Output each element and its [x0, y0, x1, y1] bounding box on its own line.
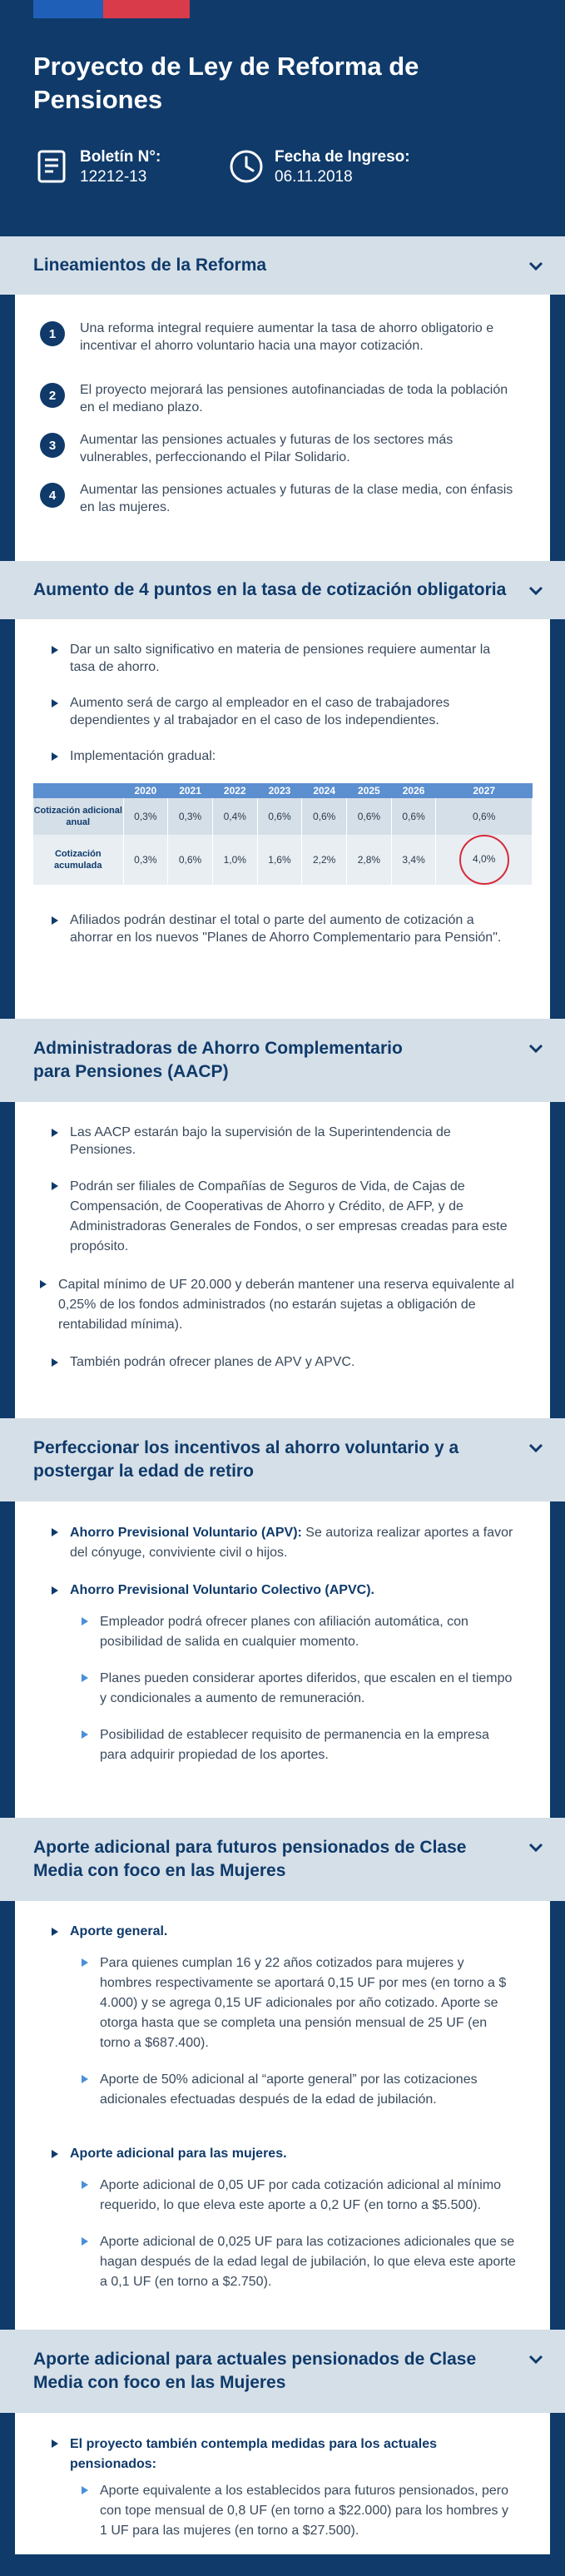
section-body-aacp	[15, 1102, 550, 1418]
bullet-icon	[52, 1586, 58, 1595]
clock-icon	[228, 148, 265, 185]
list-item-text: También podrán ofrecer planes de APV y APVC.	[70, 1355, 355, 1369]
fecha-info	[228, 148, 423, 188]
year-header: 2027	[436, 783, 533, 798]
list-item	[40, 1275, 517, 1335]
list-item	[70, 2176, 517, 2216]
table-row	[33, 835, 533, 885]
year-header: 2022	[212, 783, 257, 798]
table-cell: 0,3%	[123, 798, 168, 835]
list-item-text: Dar un salto significativo en materia de pensiones requiere aumentar la tasa de ahorro.	[70, 643, 491, 674]
list-item-text: Aumento será de cargo al empleador en el caso de trabajadores dependientes y al trabajador en el caso de los independientes.	[70, 696, 450, 727]
list-item	[40, 1523, 517, 1563]
bullet-icon	[52, 1182, 58, 1190]
row-label: Cotización acumulada	[33, 835, 123, 885]
chevron-down-icon[interactable]	[527, 1438, 545, 1457]
bullet-icon	[82, 1617, 88, 1626]
list-item	[40, 1124, 517, 1159]
list-item-text: Aumentar las pensiones actuales y futuras de los sectores más vulnerables, perfeccionando el Pilar Solidario.	[80, 433, 453, 464]
table-header-row	[33, 783, 533, 798]
section-title: Aporte adicional para futuros pensionados de Clase Media con foco en las Mujeres	[33, 1838, 467, 1880]
rate-table	[33, 783, 533, 885]
section-body-ahorro-voluntario	[15, 1501, 550, 1818]
bullet-list	[40, 641, 517, 765]
bullet-list	[40, 2435, 517, 2559]
year-header: 2026	[391, 783, 436, 798]
hero-header	[0, 0, 565, 236]
number-badge: 1	[40, 321, 65, 346]
highlight-circle: 4,0%	[459, 835, 509, 885]
list-item	[70, 1953, 517, 2053]
section-title: Aumento de 4 puntos en la tasa de cotización obligatoria	[33, 580, 507, 599]
list-item	[40, 431, 517, 466]
bullet-list	[40, 1923, 517, 2309]
list-item	[40, 1177, 517, 1257]
bullet-icon	[52, 1528, 58, 1536]
document-icon	[33, 148, 70, 185]
list-item-text: Aporte adicional de 0,05 UF por cada cotización adicional al mínimo requerido, lo que eleva este aporte a 0,2 UF (en torno a $5.500).	[100, 2178, 502, 2212]
boletin-info	[33, 148, 228, 188]
section-header-futuros-pensionados[interactable]	[0, 1818, 565, 1901]
chevron-down-icon[interactable]	[527, 1039, 545, 1057]
table-cell: 3,4%	[391, 835, 436, 885]
table-cell: 1,6%	[257, 835, 302, 885]
bullet-icon	[82, 2181, 88, 2189]
list-item-text: Una reforma integral requiere aumentar la tasa de ahorro obligatorio e incentivar el ahorro voluntario hacia una mayor cotización.	[80, 321, 494, 353]
year-header: 2021	[168, 783, 213, 798]
list-item	[70, 1612, 517, 1652]
section-header-ahorro-voluntario[interactable]	[0, 1418, 565, 1501]
list-item-text: Aumentar las pensiones actuales y futuras de la clase media, con énfasis en las mujeres.	[80, 483, 513, 514]
sub-bullet-list	[70, 1953, 517, 2110]
bullet-icon	[52, 1358, 58, 1367]
section-body-lineamientos	[15, 295, 550, 561]
bullet-icon	[52, 646, 58, 654]
list-item	[40, 1923, 517, 2127]
list-item	[70, 2070, 517, 2110]
row-label: Cotización adicional anual	[33, 798, 123, 835]
table-cell: 1,0%	[212, 835, 257, 885]
list-item	[40, 641, 517, 676]
sub-bullet-list	[70, 2481, 517, 2541]
section-header-actuales-pensionados[interactable]	[0, 2330, 565, 2413]
table-cell: 0,6%	[391, 798, 436, 835]
table-cell-highlight	[436, 835, 533, 885]
list-item	[40, 2435, 517, 2559]
table-cell: 0,4%	[212, 798, 257, 835]
table-cell: 2,2%	[302, 835, 347, 885]
section-title: Lineamientos de la Reforma	[33, 256, 267, 275]
list-item-text: Aporte de 50% adicional al “aporte general” por las cotizaciones adicionales efectuadas después de la edad de jubilación.	[100, 2072, 478, 2107]
apv-bold: Ahorro Previsional Voluntario (APV):	[70, 1526, 302, 1540]
number-badge: 4	[40, 483, 65, 508]
number-badge: 3	[40, 433, 65, 458]
bullet-icon	[52, 2150, 58, 2158]
list-item-text: Implementación gradual:	[70, 749, 216, 763]
table-cell: 2,8%	[347, 835, 392, 885]
bullet-list	[40, 1523, 517, 1782]
bullet-icon	[52, 1129, 58, 1137]
list-item	[40, 481, 517, 516]
list-item	[70, 2481, 517, 2541]
chevron-down-icon[interactable]	[527, 581, 545, 599]
section-title: Perfeccionar los incentivos al ahorro voluntario y a postergar la edad de retiro	[33, 1438, 459, 1481]
bullet-icon	[82, 1958, 88, 1967]
meta-row	[33, 148, 532, 188]
table-cell: 0,6%	[436, 798, 533, 835]
section-title: Aporte adicional para actuales pensionados de Clase Media con foco en las Mujeres	[33, 2350, 477, 2392]
section-body-cotizacion	[15, 619, 550, 1019]
sub-bullet-list	[70, 1612, 517, 1765]
list-item-text	[70, 1523, 517, 1563]
table-row	[33, 798, 533, 835]
table-cell: 0,3%	[123, 835, 168, 885]
section-title: Administradoras de Ahorro Complementario para Pensiones (AACP)	[33, 1039, 403, 1081]
aporte-general-bold: Aporte general.	[70, 1924, 168, 1938]
section-header-cotizacion[interactable]	[0, 561, 565, 619]
list-item-text: Podrán ser filiales de Compañías de Seguros de Vida, de Cajas de Compensación, de Cooperativas de Ahorro y Crédito, de AFP, y de Administradoras Generales de Fondos, o ser empresas creadas para este propósito.	[70, 1179, 508, 1253]
bullet-icon	[52, 2440, 58, 2448]
list-item-text: Capital mínimo de UF 20.000 y deberán mantener una reserva equivalente al 0,25% de los fondos administrados (no estarán sujetas a obligación de rentabilidad mínima).	[58, 1278, 514, 1332]
bullet-icon	[40, 1280, 47, 1288]
table-cell: 0,6%	[168, 835, 213, 885]
lead-bold: El proyecto también contempla medidas para los actuales pensionados:	[70, 2437, 438, 2471]
numbered-list	[40, 320, 517, 516]
bullet-list	[40, 1124, 517, 1371]
list-item-text: Aporte adicional de 0,025 UF para las cotizaciones adicionales que se hagan después de la edad legal de jubilación, lo que eleva este aporte a 0,1 UF (en torno a $2.750).	[100, 2235, 516, 2289]
bullet-icon	[82, 1730, 88, 1739]
number-badge: 2	[40, 383, 65, 408]
table-cell: 0,6%	[347, 798, 392, 835]
list-item	[40, 911, 517, 946]
bullet-icon	[52, 916, 58, 925]
list-item	[40, 1581, 517, 1782]
list-item	[40, 320, 517, 366]
apvc-bold: Ahorro Previsional Voluntario Colectivo (APVC).	[70, 1583, 374, 1597]
section-body-actuales-pensionados	[15, 2413, 550, 2554]
aporte-mujeres-bold: Aporte adicional para las mujeres.	[70, 2147, 287, 2161]
bullet-icon	[52, 752, 58, 761]
year-header: 2020	[123, 783, 168, 798]
year-header: 2023	[257, 783, 302, 798]
list-item-text: Las AACP estarán bajo la supervisión de la Superintendencia de Pensiones.	[70, 1125, 451, 1157]
section-header-aacp[interactable]	[0, 1019, 565, 1102]
section-header-lineamientos[interactable]	[0, 236, 565, 295]
bullet-icon	[52, 699, 58, 707]
list-item-text: Afiliados podrán destinar el total o parte del aumento de cotización a ahorrar en los nuevos "Planes de Ahorro Complementario para Pensión".	[70, 913, 502, 945]
bullet-icon	[82, 2237, 88, 2246]
apv-text: Se autoriza realizar aportes a favor del cónyuge, conviviente civil o hijos.	[70, 1526, 513, 1560]
bullet-icon	[82, 2486, 88, 2494]
boletin-label: Boletín N°:	[80, 148, 161, 166]
bullet-list	[40, 911, 517, 946]
year-header: 2024	[302, 783, 347, 798]
list-item-text: Planes pueden considerar aportes diferidos, que escalen en el tiempo y condicionales a aumento de remuneración.	[100, 1671, 513, 1705]
table-cell: 0,6%	[302, 798, 347, 835]
chevron-down-icon[interactable]	[527, 256, 545, 275]
list-item-text: Para quienes cumplan 16 y 22 años cotizados para mujeres y hombres respectivamente se aportará 0,15 UF por mes (en torno a $ 4.000) y se agrega 0,15 UF adicionales por año cotizado. Aporte se otorga hasta que se completa una pensión mensual de 25 UF (en torno a $687.400).	[100, 1956, 507, 2050]
chevron-down-icon[interactable]	[527, 2350, 545, 2368]
table-corner	[33, 783, 123, 798]
list-item	[40, 1353, 517, 1371]
bullet-icon	[52, 1928, 58, 1936]
fecha-value: 06.11.2018	[275, 168, 353, 186]
list-item	[70, 1669, 517, 1709]
list-item-text: Empleador podrá ofrecer planes con afiliación automática, con posibilidad de salida en cualquier momento.	[100, 1615, 468, 1649]
boletin-value: 12212-13	[80, 168, 147, 186]
year-header: 2025	[347, 783, 392, 798]
list-item	[70, 2232, 517, 2292]
table-cell: 0,3%	[168, 798, 213, 835]
fecha-label: Fecha de Ingreso:	[275, 148, 410, 166]
section-body-futuros-pensionados	[15, 1901, 550, 2330]
page-title: Proyecto de Ley de Reforma de Pensiones	[33, 52, 419, 114]
sub-bullet-list	[70, 2176, 517, 2292]
table-cell: 0,6%	[257, 798, 302, 835]
list-item	[40, 2145, 517, 2309]
list-item-text: El proyecto mejorará las pensiones autofinanciadas de toda la población en el mediano plazo.	[80, 383, 508, 414]
bullet-icon	[82, 2075, 88, 2083]
list-item	[40, 694, 517, 729]
list-item	[40, 381, 517, 416]
bullet-icon	[82, 1674, 88, 1682]
list-item-text: Posibilidad de establecer requisito de permanencia en la empresa para adquirir propiedad de los aportes.	[100, 1728, 489, 1762]
list-item	[70, 1725, 517, 1765]
list-item-text: Aporte equivalente a los establecidos para futuros pensionados, pero con tope mensual de 0,8 UF (en torno a $22.000) para los hombres y 1 UF para las mujeres (en torno a $27.500).	[100, 2484, 508, 2538]
chevron-down-icon[interactable]	[527, 1838, 545, 1856]
list-item	[40, 747, 517, 765]
